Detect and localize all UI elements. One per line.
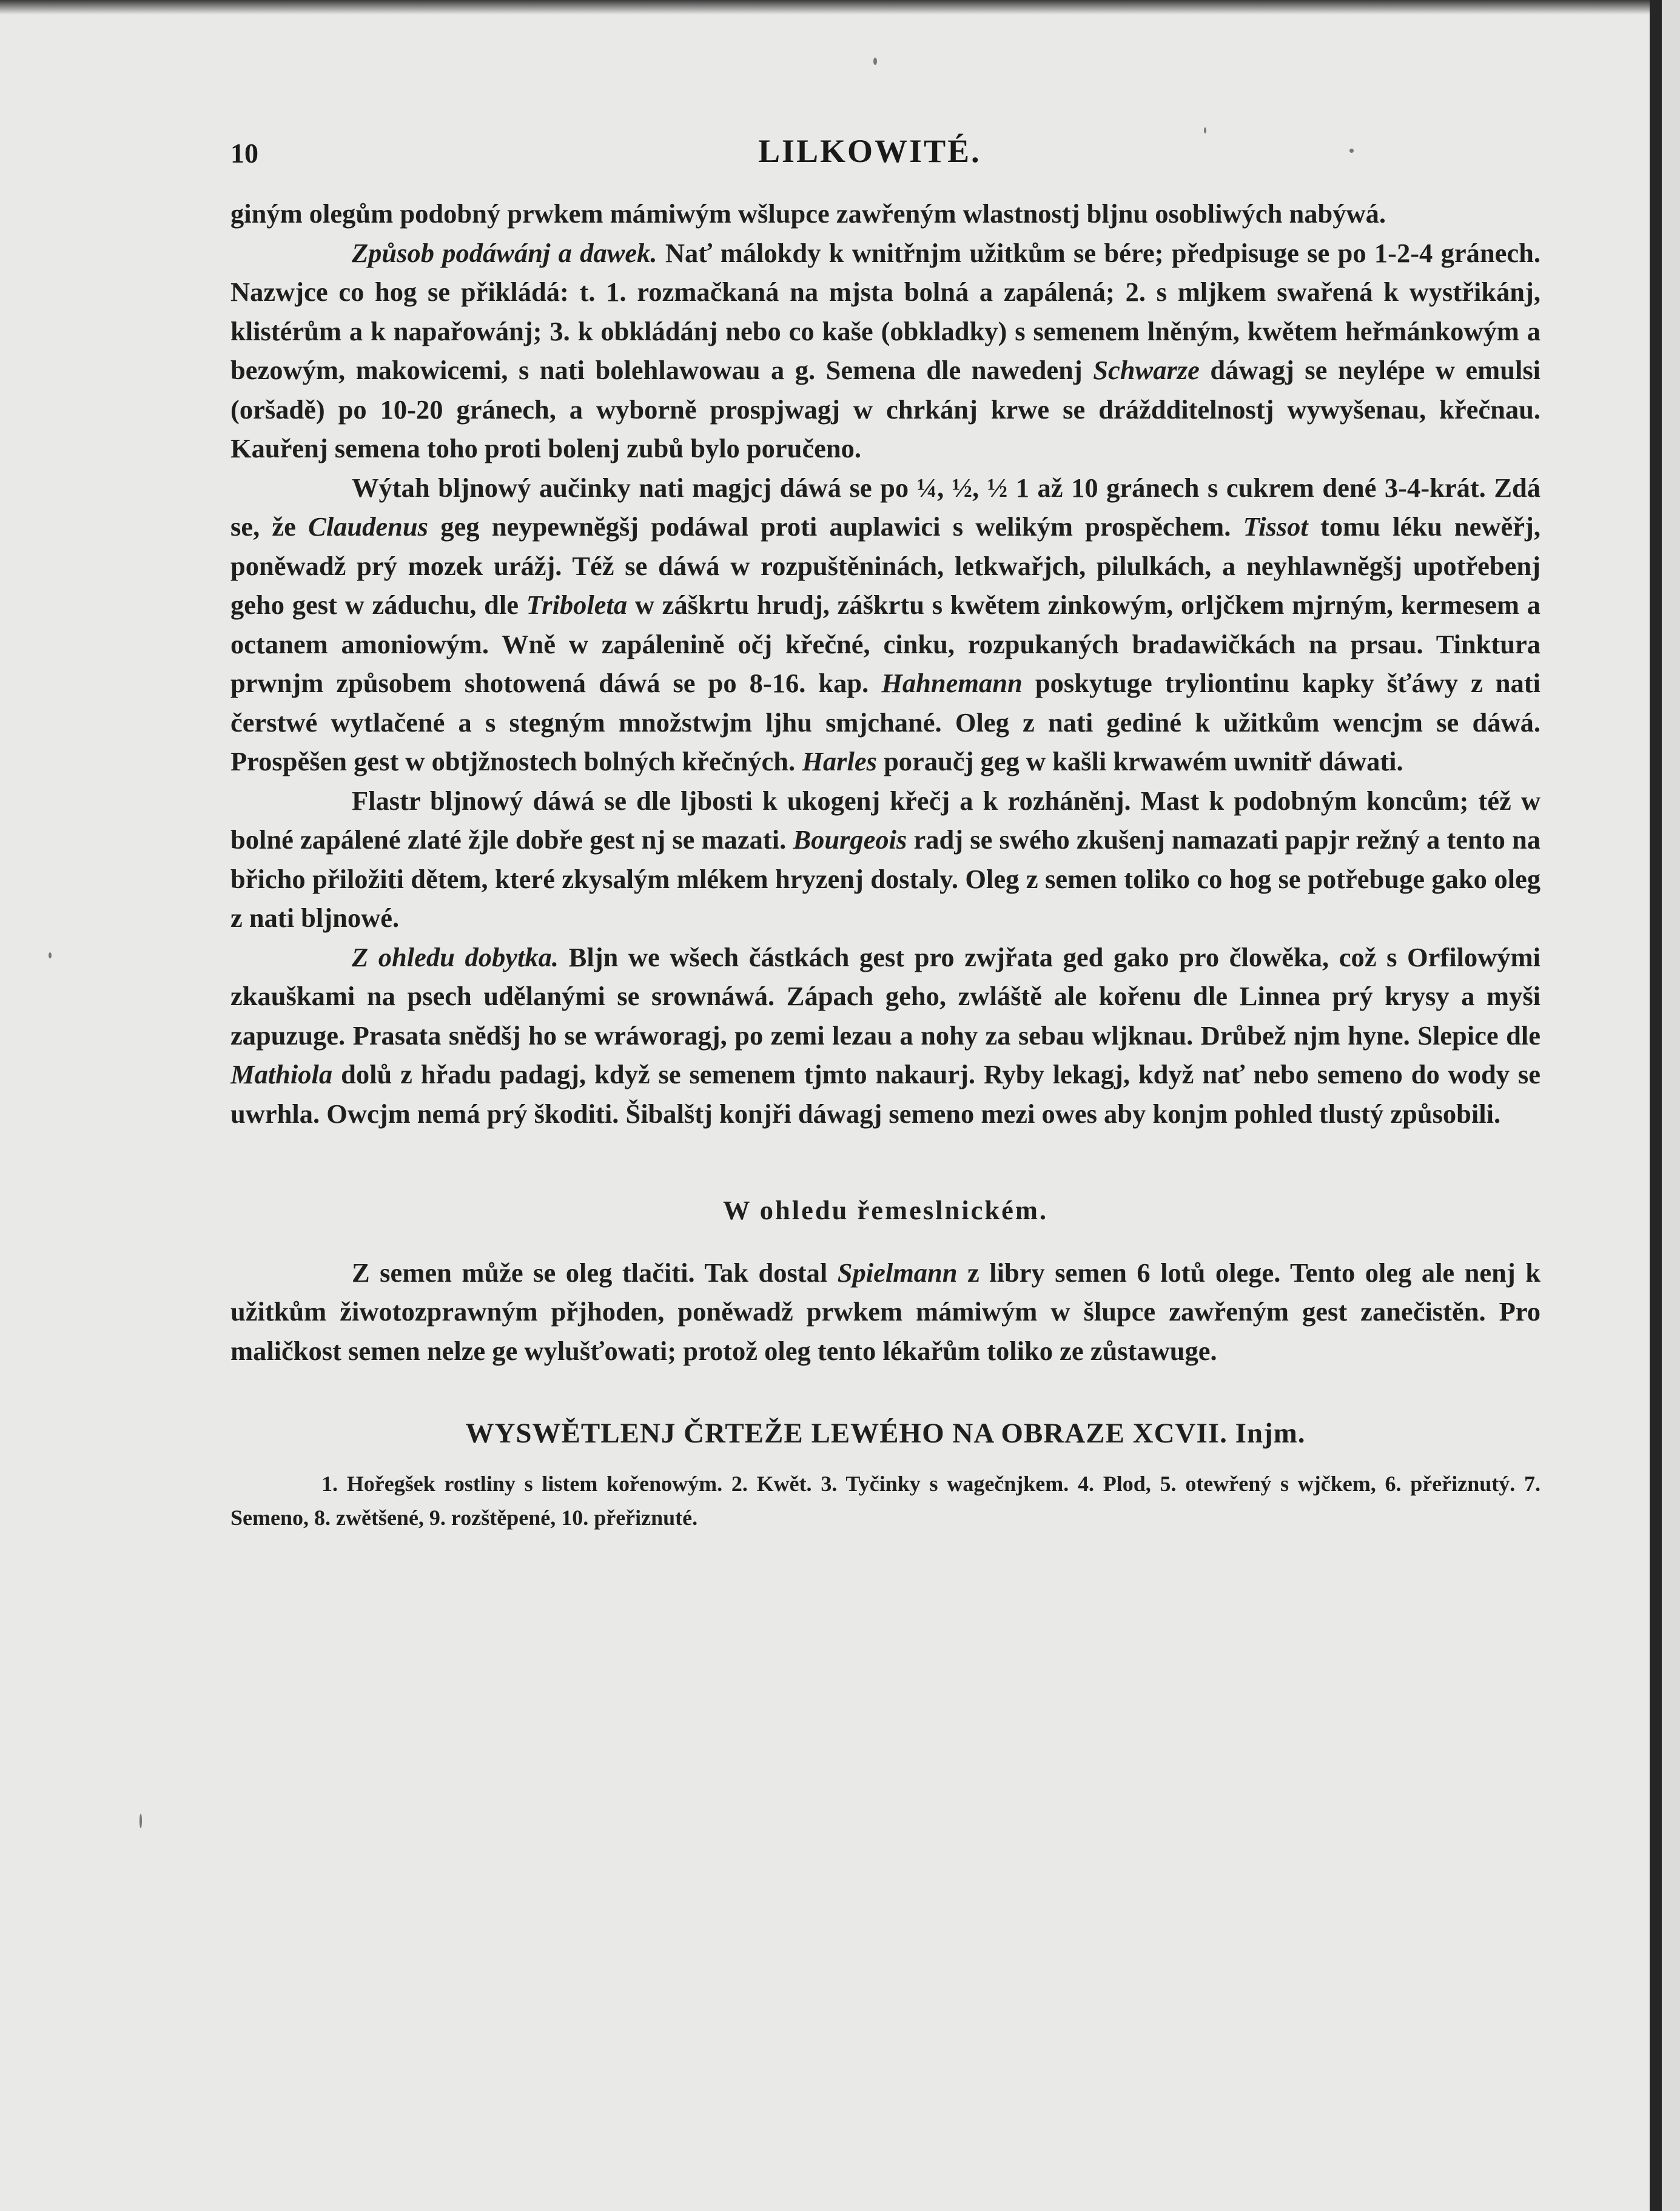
plate-caption: 1. Hořegšek rostliny s listem kořenowým. 2. Kwět. 3. Tyčinky s wagečnjkem. 4. Plod, 5. otewřený s wjčkem, 6. přeřiznutý. 7. Semeno, 8. zwětšené, 9. rozštěpené, 10. přeřiznuté. (230, 1471, 1541, 1530)
paragraph-extract-text-f: poraučj geg w kašli krwawém uwnitř dáwati. (876, 746, 1403, 776)
paragraph-plaster-text-a: Flastr bljnowý dáwá se dle ljbosti k ukogenj křečj a k rozhánĕnj. Mast k podobným koncům; též w bolné zapálené zlaté žjle dobře gest nj se mazati. (230, 785, 1541, 855)
paragraph-extract-text-e: poskytuge tryliontinu kapky šťáwy z nati čerstwé wytlačené a s stegným množstwjm ljhu smjchané. Oleg z nati gediné k užitkům wencjm se dáwá. Prospěšen gest w obtjžnostech bolných křečných. (230, 668, 1541, 776)
paragraph-dosage-text: Nať málokdy k wnitřnjm užitkům se bére; předpisuge se po 1-2-4 gránech. Nazwjce co hog se přikládá: t. 1. rozmačkaná na mjsta bolná a zapálená; 2. s mljkem swařená k wystřikánj, klistérům a k napařowánj; 3. k obkládánj nebo co kaše (obkladky) s semenem lněným, kwětem heřmánkowým a bezowým, makowicemi, s nati bolehlawowau a g. Semena dle nawedenj (230, 237, 1541, 385)
author-name-hahnemann: Hahnemann (881, 668, 1023, 698)
paragraph-livestock (230, 938, 1541, 1134)
page-number: 10 (230, 138, 258, 169)
plate-heading: WYSWĚTLENJ ČRTEŽE LEWÉHO NA OBRAZE XCVII. Injm. (465, 1418, 1306, 1449)
next-page-strip (1662, 0, 1680, 2211)
paragraph-extract-text-c: tomu léku newěřj, poněwadž prý mozek urážj. Též se dáwá w rozpuštěninách, letkwařjch, pilulkách, a neyhlawnĕgšj upotřebenj geho gest w záduchu, dle (230, 511, 1541, 620)
author-name-tissot: Tissot (1243, 511, 1308, 542)
paragraph-dosage-text-end: dáwagj se neylépe w emulsi (oršadě) po 10-20 gránech, a wyborně prospjwagj w chrkánj krwe se dráždditelnostj wywyšenau, křečnau. Kauřenj semena toho proti bolenj zubů bylo poručeno. (230, 355, 1541, 463)
paragraph-1 (230, 194, 1541, 234)
page-header (230, 132, 1541, 175)
author-name-spielmann: Spielmann (837, 1257, 958, 1288)
author-name-claudenus: Claudenus (308, 511, 429, 542)
dust-speck (139, 1814, 142, 1828)
paragraph-dosage (230, 234, 1541, 468)
paragraph-plaster-text-b: radj se swého zkušenj namazati papjr režný a tento na břicho přiložiti dětem, které zkysalým mlékem hryzenj dostaly. Oleg z semen toliko co hog se potřebuge gako oleg z nati bljnowé. (230, 824, 1541, 933)
section-heading: W ohledu řemeslnickém. (722, 1195, 1049, 1225)
body-text (230, 194, 1541, 1535)
author-name-mathiola: Mathiola (230, 1059, 333, 1089)
paragraph-extract-text-d: w záškrtu hrudj, záškrtu s kwětem zinkowým, orljčkem mjrným, kermesem a octanem amoniowým. Wně w zapálenině očj křečné, cinku, rozpukaných bradawičkách na prsau. Tinktura prwnjm způsobem shotowená dáwá se po 8-16. kap. (230, 590, 1541, 698)
paragraph-extract-text-a: Wýtah bljnowý aučinky nati magjcj dáwá se po ¼, ½, ½ 1 až 10 gránech s cukrem dené 3-4-krát. Zdá se, že (230, 472, 1541, 542)
author-name-triboleta: Triboleta (526, 590, 628, 620)
paragraph-plaster (230, 781, 1541, 938)
dust-speck (873, 58, 877, 65)
author-name-harles: Harles (802, 746, 877, 776)
paragraph-extract (230, 468, 1541, 781)
paragraph-craft-text-a: Z semen může se oleg tlačiti. Tak dostal (352, 1257, 838, 1288)
paragraph-craft-text-b: z libry semen 6 lotů olege. Tento oleg ale nenj k užitkům žiwotozprawným přjhoden, poněwadž prwkem mámiwým w šlupce zawřeným gest zanečistěn. Pro maličkost semen nelze ge wylušťowati; protož oleg tento lékařům toliko ze zůstawuge. (230, 1257, 1541, 1366)
paragraph-extract-text-b: geg neypewnĕgšj podáwal proti auplawici s welikým prospěchem. (428, 511, 1243, 542)
top-scan-shadow (0, 0, 1650, 15)
dust-speck (49, 952, 52, 958)
paragraph-dosage-label: Způsob podáwánj a dawek. (352, 237, 657, 268)
paragraph-livestock-text-b: dolů z hřadu padagj, když se semenem tjmto nakaurj. Ryby lekagj, když nať nebo semeno do wody se uwrhla. Owcjm nemá prý škoditi. Šibalštj konjři dáwagj semeno mezi owes aby konjm pohled tlustý způsobili. (230, 1059, 1541, 1129)
paragraph-craft (230, 1253, 1541, 1371)
running-title: LILKOWITÉ. (758, 133, 981, 169)
paragraph-livestock-text-a: Bljn we wšech částkách gest pro zwjřata ged gako pro člowěka, což s Orfilowými zkauškami na psech udělanými se srownáwá. Zápach geho, zwláště ale kořenu dle Linnea prý krysy a myši zapuzuge. Prasata snĕdšj ho se wráworagj, po zemi lezau a nohy za sebau wljknau. Drůbež njm hyne. Slepice dle (230, 941, 1541, 1051)
paragraph-1-text: giným olegům podobný prwkem mámiwým wšlupce zawřeným wlastnostj bljnu osobliwých nabýwá. (230, 198, 1386, 229)
author-name-bourgeois: Bourgeois (793, 824, 907, 855)
paragraph-livestock-label: Z ohledu dobytka. (352, 941, 559, 972)
author-name-schwarze: Schwarze (1093, 355, 1200, 385)
